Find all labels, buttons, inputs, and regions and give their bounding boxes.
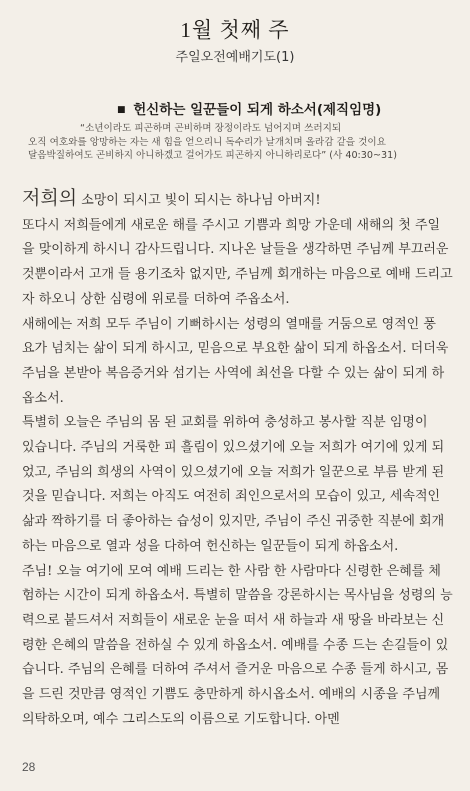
opening-word: 저희의 (22, 187, 78, 209)
scripture-quote (28, 122, 448, 163)
prayer-subject-text: 헌신하는 일꾼들이 되게 하소서(제직임명) (133, 102, 382, 118)
text-line: 새해에는 저희 모두 주님이 기뻐하시는 성령의 열매를 거둠으로 영적인 풍 (22, 316, 436, 332)
text-line: 삶과 짝하기를 더 좋아하는 습성이 있지만, 주님이 주신 귀중한 직분에 회개 (22, 514, 445, 530)
scripture-line: 오직 여호와를 앙망하는 자는 새 힘을 얻으리니 독수리가 날개치며 올라감 같을 것이요 (28, 136, 386, 148)
text-line: 습니다. 주님의 은혜를 더하여 주셔서 즐거운 마음으로 수종 들게 하시고, 몸 (22, 662, 449, 678)
square-bullet-icon: ■ (117, 105, 126, 115)
text-line: 요가 넘치는 삶이 되게 하시고, 믿음으로 부요한 삶이 되게 하옵소서. 더더욱 (22, 341, 449, 357)
scripture-line: “소년이라도 피곤하며 곤비하며 장정이라도 넘어지며 쓰러지되 (80, 123, 342, 134)
week-title: 1월 첫째 주 (180, 18, 290, 42)
text-line: 있습니다. 주님의 거룩한 피 흘림이 있으셨기에 오늘 저희가 여기에 있게 되 (22, 440, 445, 456)
opening-line (22, 186, 454, 214)
text-line: 을 맞이하게 하시니 감사드립니다. 지나온 날들을 생각하면 주님께 부끄러운 (22, 242, 449, 258)
page-number: 28 (22, 760, 36, 774)
text-line: 특별히 오늘은 주님의 몸 된 교회를 위하여 충성하고 봉사할 직분 임명이 (22, 415, 428, 431)
service-title: 주일오전예배기도(1) (175, 50, 295, 65)
prayer-body (22, 186, 454, 732)
text-line: 었고, 주님의 희생의 사역이 있으셨기에 오늘 저희가 일꾼으로 부름 받게 된 (22, 464, 445, 480)
text-line: 을 드린 것만큼 영적인 기쁨도 충만하게 하시옵소서. 예배의 시종을 주님께 (22, 687, 441, 703)
text-line: 주님! 오늘 여기에 모여 예배 드리는 한 사람 한 사람마다 신령한 은혜를 체 (22, 563, 441, 579)
text-line: 령한 은혜의 말씀을 전하실 수 있게 하옵소서. 예배를 수종 드는 손길들이 있 (22, 637, 449, 653)
text-line: 력으로 붙드셔서 저희들이 새로운 눈을 떠서 새 하늘과 새 땅을 바라보는 신 (22, 612, 445, 628)
paragraph (22, 214, 454, 313)
scripture-line: 달음박질하여도 곤비하지 아니하겠고 걸어가도 피곤하지 아니하리로다” (사 40:30~31) (28, 150, 397, 161)
prayer-subject (117, 98, 457, 118)
paragraph (22, 560, 454, 733)
opening-rest: 소망이 되시고 빛이 되시는 하나님 아버지! (77, 193, 321, 208)
text-line: 하는 마음으로 열과 성을 다하여 헌신하는 일꾼들이 되게 하옵소서. (22, 538, 399, 554)
text-line: 자 하오니 상한 심령에 위로를 더하여 주옵소서. (22, 291, 290, 307)
text-line: 것을 믿습니다. 저희는 아직도 여전히 죄인으로서의 모습이 있고, 세속적인 (22, 489, 441, 505)
text-line: 험하는 시간이 되게 하옵소서. 특별히 말씀을 강론하시는 목사님을 성령의 능 (22, 588, 453, 604)
text-line: 또다시 저희들에게 새로운 해를 주시고 기쁨과 희망 가운데 새해의 첫 주일 (22, 217, 441, 233)
paragraph (22, 411, 454, 559)
text-line: 의탁하오며, 예수 그리스도의 이름으로 기도합니다. 아멘 (22, 711, 340, 727)
text-line: 주님을 본받아 복음증거와 섬기는 사역에 최선을 다할 수 있는 삶이 되게 하 (22, 365, 445, 381)
text-line: 것뿐이라서 고개 들 용기조차 없지만, 주님께 회개하는 마음으로 예배 드리고 (22, 267, 453, 283)
text-line: 옵소서. (22, 390, 64, 406)
paragraph (22, 313, 454, 412)
